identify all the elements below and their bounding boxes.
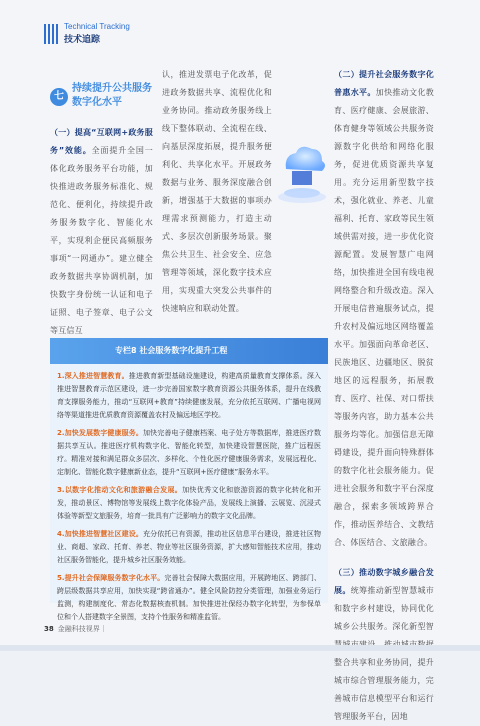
cloud-chip-icon xyxy=(274,135,330,205)
header-logo-icon xyxy=(44,24,60,44)
box-item-text: 充分依托已有资源，推动社区信息平台建设，推进社区物业、商超、家政、托育、养老、物业等社区服务资源，扩大感知智能技术应用，推动社区服务智能化，提升城乡社区服务效能。 xyxy=(57,530,322,564)
box-item-lead: 1.深入推进智慧教育。 xyxy=(57,372,129,380)
box-item-text: 加快优秀文化和旅游资源的数字化转化和开发，推动景区、博物馆等发展线上数字化体验产品，发展线上演播、云展览、沉浸式体验等新型文旅服务，培育一批具有广泛影响力的数字文化品牌。 xyxy=(57,486,322,520)
box-item-text: 推进教育新型基础设施建设，构建高质量教育支撑体系。深入推进智慧教育示范区建设，进一步完善国家数字教育资源公共服务体系，提升在线教育支撑服务能力，推动“互联网+教育”持续健康发展，充分依托互联网、广播电视网络等渠道推进优质教育资源覆盖农村及偏远地区学校。 xyxy=(57,372,322,419)
sidebar-box xyxy=(50,338,328,621)
column-3 xyxy=(334,66,434,726)
col2-paragraph: 认，推进发票电子化改革，促进政务数据共享、流程优化和业务协同。推动政务服务线上线下整体联动、全流程在线、向基层深度拓展，提升服务便利化、共享化水平。开展政务数据与业务、服务深度融合创新，增强基于大数据的事项办理需求预测能力，打造主动式、多层次创新服务场景。聚焦公共卫生、社会安全、应急管理等领域，深化数字技术应用，实现重大突发公共事件的快速响应和联动处置。 xyxy=(162,70,272,313)
section-title: 持续提升公共服务数字化水平 xyxy=(72,83,152,108)
box-item-lead: 5.提升社会保障服务数字化水平。 xyxy=(57,574,165,582)
col3-text-1: 加快推动文化教育、医疗健康、会展旅游、体育健身等领域公共服务资源数字化供给和网络化服务，促进优质资源共享复用。充分运用新型数字技术，强化就业、养老、儿童福利、托育、家政等民生领域供需对接，进一步优化资源配置。发展智慧广电网络，加快推进全国有线电视网络整合和升级改造。深入开展电信普遍服务试点，提升农村及偏远地区网络覆盖水平。加强面向革命老区、民族地区、边疆地区、脱贫地区的远程服务，拓展教育、医疗、社保、对口帮扶等服务内容，助力基本公共服务均等化。加强信息无障碍建设，提升面向特殊群体的数字化社会服务能力。促进社会服务和数字平台深度融合，探索多领域跨界合作，推动医养结合、文教结合、体医结合、文旅融合。 xyxy=(334,88,435,547)
col3-heading-1: （二）提升社会服务数字化普惠水平。 xyxy=(334,70,434,97)
box-item xyxy=(57,370,321,422)
box-item xyxy=(57,572,321,624)
box-item-text: 完善社会保障大数据应用，开展跨地区、跨部门、跨层级数据共享应用，加快实现“跨省通办”。健全风险防控分类管理，加强业务运行监测，构建制度化、常态化数据核查机制。加快推进社保经办数字化转型，为参保单位和个人搭建数字全景图，支持个性服务和精准监管。 xyxy=(57,574,322,621)
box-item xyxy=(57,427,321,479)
col1-heading: （一）提高“互联网+政务服务”效能。 xyxy=(50,128,153,155)
header-en: Technical Tracking xyxy=(64,22,130,31)
col1-text: 全面提升全国一体化政务服务平台功能，加快推进政务服务标准化、规范化、便利化，持续提升政务服务数字化、智能化水平，实现利企便民高频服务事项“一网通办”。建立健全政务数据共享协调机制，加快数字身份统一认证和电子证照、电子签章、电子公文等互信互 xyxy=(50,146,153,335)
col3-text-2: 统筹推动新型智慧城市和数字乡村建设，协同优化城乡公共服务。深化新型智 整合共享和业务协同，提升城市综合管理服务能力，完善城市信息模型平台和运行管理服务平台，因地 xyxy=(334,586,435,721)
box-item-lead: 2.加快发展数字健康服务。 xyxy=(57,429,144,437)
col3-heading-2: （三）推动数字城乡融合发展。 xyxy=(334,568,434,595)
section-number: 七 xyxy=(50,88,68,106)
box-body xyxy=(50,364,328,624)
journal-name: 金融科技视界｜ xyxy=(57,625,107,633)
col1-paragraph xyxy=(50,124,153,340)
box-title: 专栏8 社会服务数字化提升工程 xyxy=(50,338,328,364)
box-item xyxy=(57,484,321,523)
box-item-lead: 3.以数字化推动文化和旅游融合发展。 xyxy=(57,486,183,494)
column-1 xyxy=(50,124,153,340)
footer-bar xyxy=(0,645,480,651)
header-cn: 技术追踪 xyxy=(64,35,101,45)
footer xyxy=(44,624,107,634)
page-number: 38 xyxy=(44,625,54,633)
box-item-lead: 4.加快推进智慧社区建设。 xyxy=(57,530,144,538)
box-item-text: 加快完善电子健康档案、电子处方等数据库，推进医疗数据共享互认。推进医疗机构数字化、智能化转型，加快建设智慧医院，推广远程医疗。精准对接和满足群众多层次、多样化、个性化医疗健康服务需求，发展远程化、定制化、智能化数字健康新业态，提升“互联网+医疗健康”服务水平。 xyxy=(57,429,322,476)
box-item xyxy=(57,528,321,567)
col3-paragraph-1 xyxy=(334,66,434,552)
column-2 xyxy=(162,66,272,318)
